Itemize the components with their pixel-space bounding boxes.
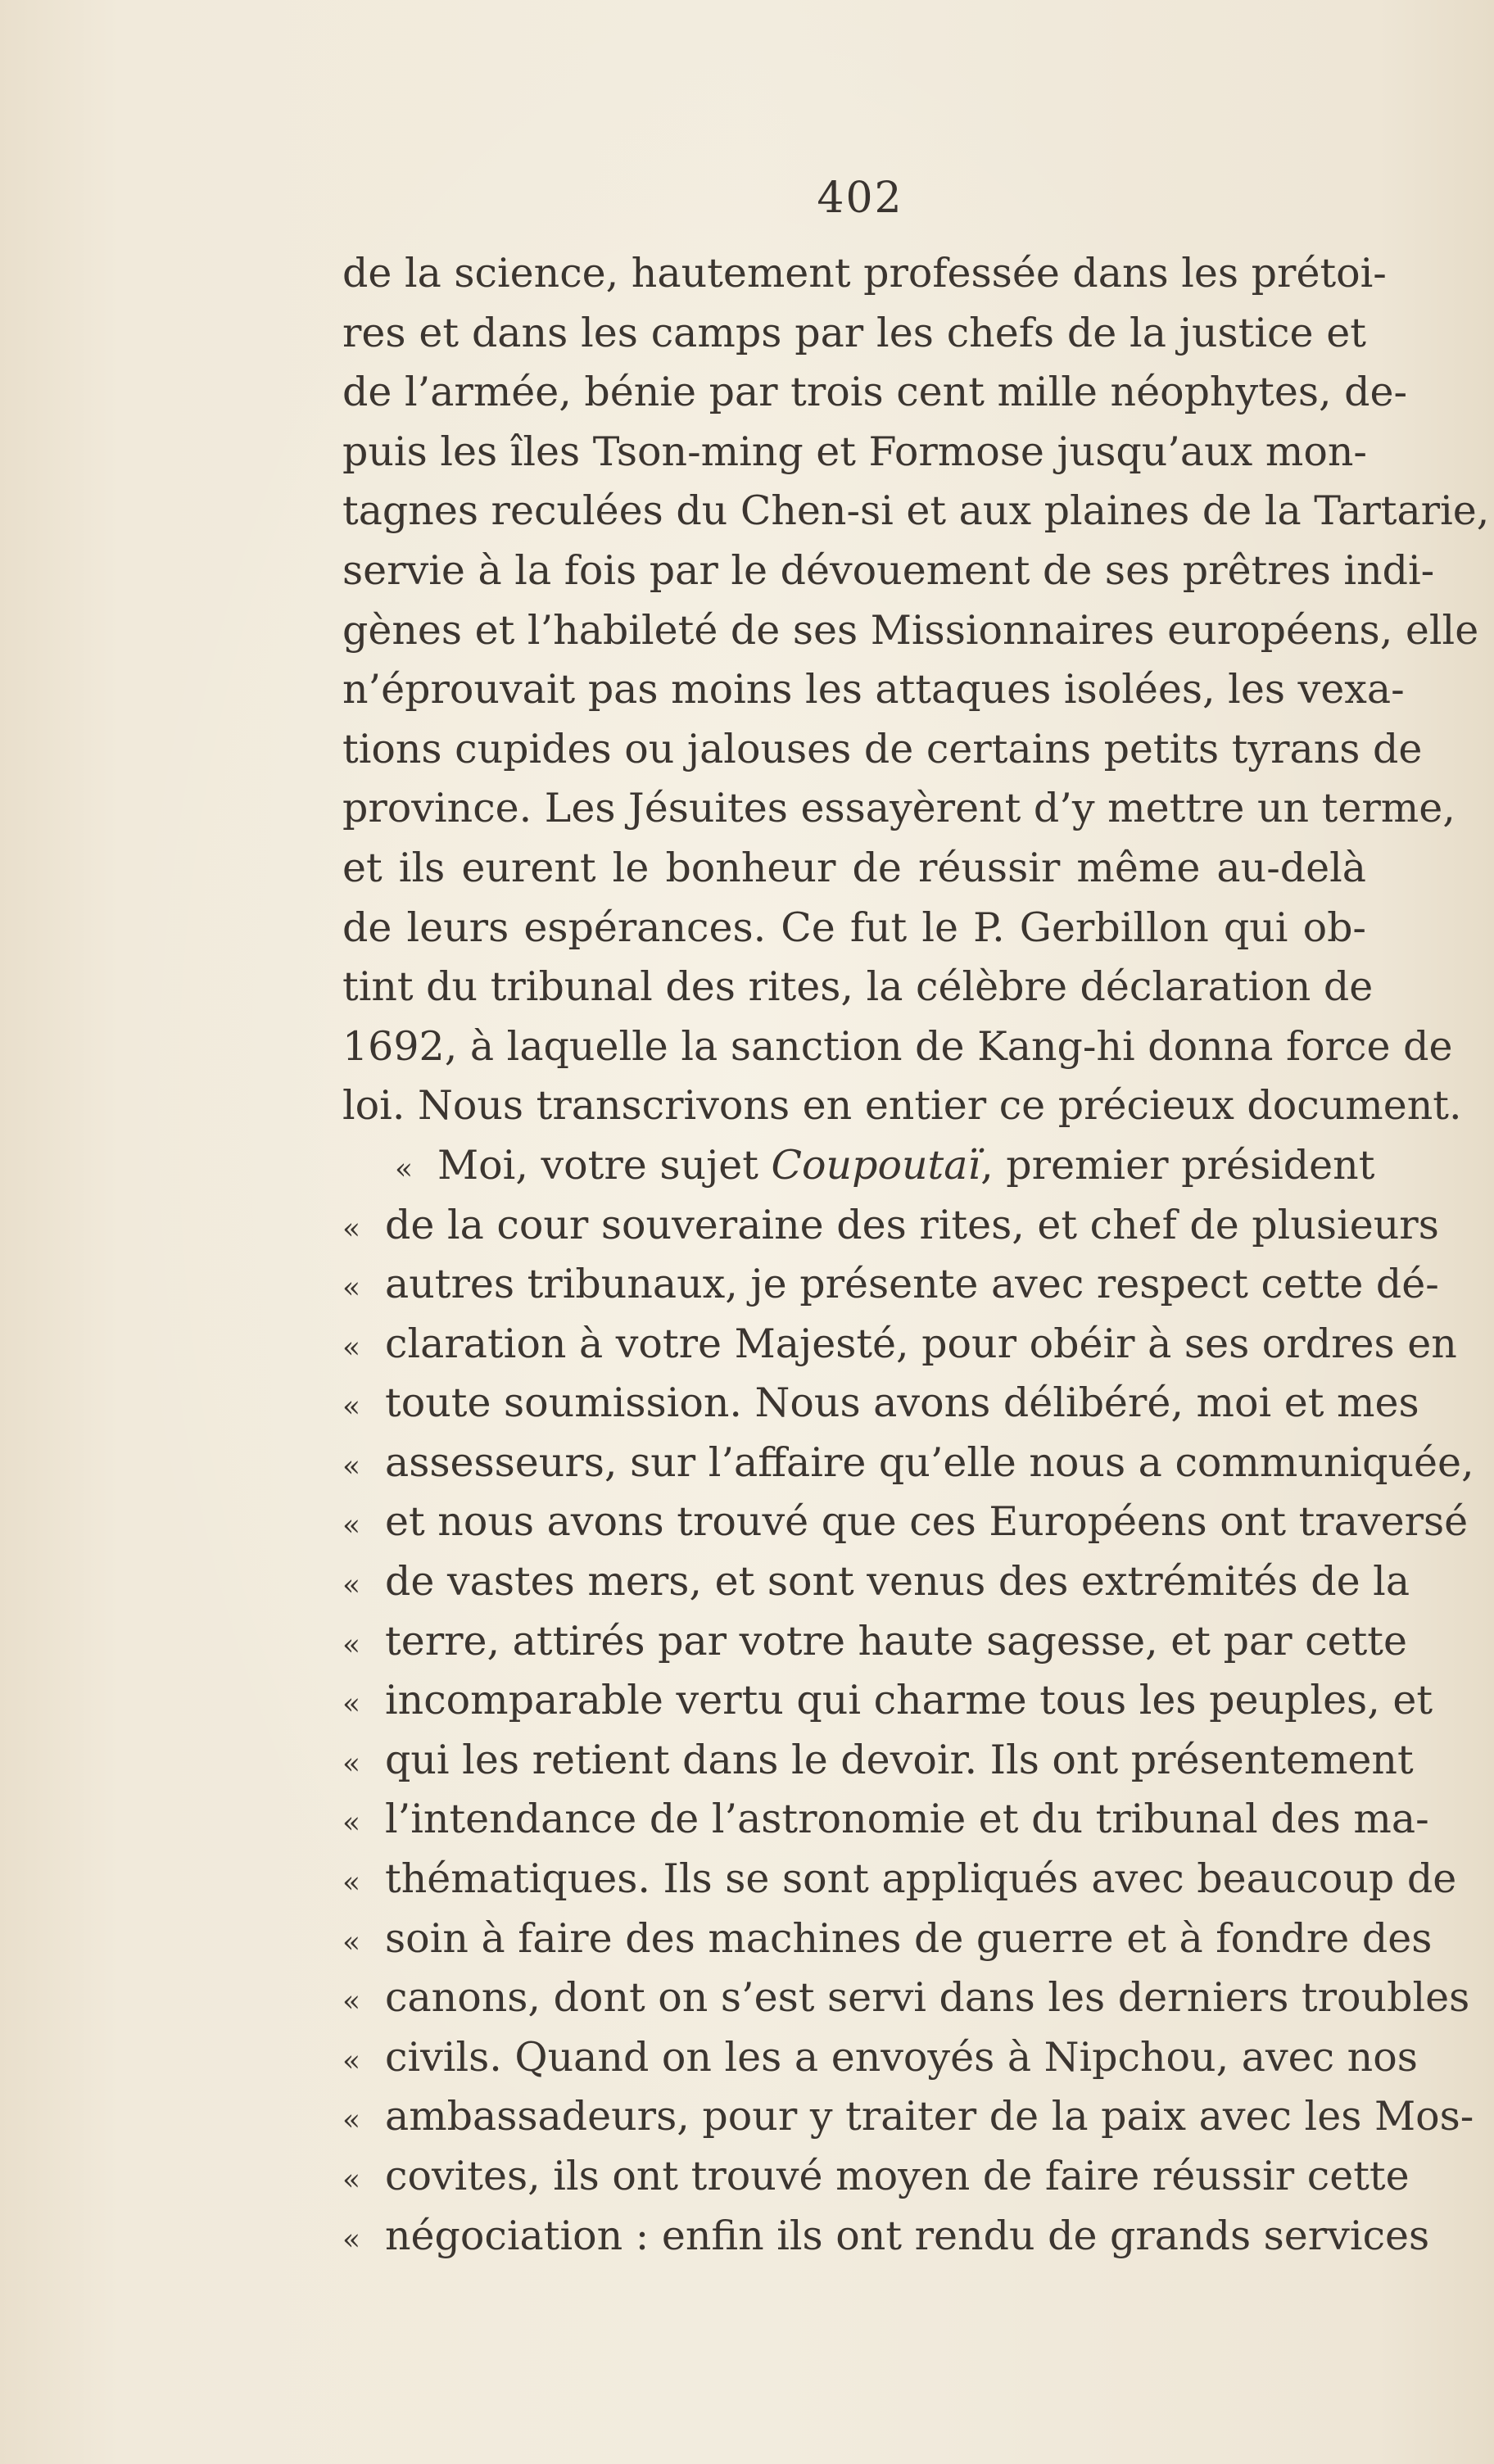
quote-mark: « — [342, 1449, 361, 1483]
text-line: de l’armée, bénie par trois cent mille néophytes, de- — [342, 369, 1408, 416]
quote-text: de vastes mers, et sont venus des extrémités de la — [385, 1558, 1410, 1606]
quote-text-segment: Moi, votre sujet — [437, 1141, 772, 1189]
text-line: de la science, hautement professée dans les prétoi- — [342, 250, 1387, 297]
text-line: n’éprouvait pas moins les attaques isolées, les vexa- — [342, 666, 1405, 713]
quote-mark: « — [342, 1509, 361, 1543]
quote-text: canons, dont on s’est servi dans les derniers troubles — [385, 1974, 1470, 2022]
quote-mark: « — [395, 1152, 414, 1186]
text-line: res et dans les camps par les chefs de la justice et — [342, 309, 1366, 356]
quote-mark: « — [342, 2104, 361, 2138]
text-line: et ils eurent le bonheur de réussir même au-delà — [342, 844, 1366, 891]
quote-line — [342, 1790, 1429, 1850]
quote-line — [342, 1374, 1419, 1434]
quote-line — [342, 2028, 1418, 2088]
quote-text: incomparable vertu qui charme tous les peuples, et — [385, 1677, 1433, 1724]
quote-line — [342, 1434, 1474, 1493]
quote-line — [342, 2087, 1474, 2147]
quote-text: l’intendance de l’astronomie et du tribunal des ma- — [385, 1796, 1429, 1843]
quote-text: civils. Quand on les a envoyés à Nipchou, avec nos — [385, 2033, 1418, 2081]
quote-line — [342, 1612, 1407, 1672]
text-line: province. Les Jésuites essayèrent d’y mettre un terme, — [342, 785, 1456, 832]
text-line: loi. Nous transcrivons en entier ce précieux document. — [342, 1082, 1462, 1130]
quote-line — [342, 2207, 1430, 2267]
quote-text: et nous avons trouvé que ces Européens ont traversé — [385, 1498, 1469, 1546]
quote-text: négociation : enfin ils ont rendu de grands services — [385, 2212, 1430, 2259]
text-line: 1692, à laquelle la sanction de Kang-hi donna force de — [342, 1022, 1453, 1070]
quote-line — [342, 1136, 1375, 1196]
quote-text: ambassadeurs, pour y traiter de la paix avec les Mos- — [385, 2093, 1474, 2140]
quote-mark: « — [342, 1390, 361, 1424]
quote-line — [342, 1492, 1469, 1552]
quote-mark: « — [342, 1806, 361, 1841]
person-name: Coupoutaï — [771, 1141, 981, 1189]
quote-line — [342, 2147, 1410, 2207]
quote-line — [342, 1850, 1457, 1909]
quote-mark: « — [342, 1866, 361, 1900]
quote-text — [437, 1136, 1374, 1196]
quote-text: assesseurs, sur l’affaire qu’elle nous a communiquée, — [385, 1438, 1474, 1486]
quote-text: claration à votre Majesté, pour obéir à ses ordres en — [385, 1320, 1457, 1367]
quote-line — [342, 1255, 1439, 1315]
quote-mark: « — [342, 1271, 361, 1306]
quote-text: toute soumission. Nous avons délibéré, moi et mes — [385, 1379, 1419, 1427]
quote-mark: « — [342, 1687, 361, 1722]
quote-mark: « — [342, 1985, 361, 2019]
quote-text: terre, attirés par votre haute sagesse, et par cette — [385, 1617, 1407, 1665]
text-line: tint du tribunal des rites, la célèbre déclaration de — [342, 963, 1374, 1011]
quote-text: thématiques. Ils se sont appliqués avec beaucoup de — [385, 1855, 1457, 1903]
page-number: 402 — [817, 174, 903, 223]
quote-mark: « — [342, 1212, 361, 1246]
quote-line — [342, 1968, 1470, 2028]
quote-mark: « — [342, 1330, 361, 1365]
quote-text: de la cour souveraine des rites, et chef de plusieurs — [385, 1201, 1439, 1248]
quote-mark: « — [342, 1746, 361, 1781]
text-line: servie à la fois par le dévouement de ses prêtres indi- — [342, 546, 1435, 594]
quote-mark: « — [342, 1925, 361, 1959]
quote-text: covites, ils ont trouvé moyen de faire réussir cette — [385, 2153, 1410, 2199]
quote-line — [342, 1731, 1414, 1791]
text-line: de leurs espérances. Ce fut le P. Gerbillon qui ob- — [342, 904, 1366, 951]
quote-mark: « — [342, 1628, 361, 1662]
quote-text-segment: , premier président — [980, 1141, 1375, 1189]
quote-line — [342, 1315, 1457, 1375]
quote-line — [342, 1196, 1439, 1256]
text-line: tagnes reculées du Chen-si et aux plaines de la Tartarie, — [342, 487, 1490, 535]
quote-mark: « — [342, 2044, 361, 2078]
text-line: tions cupides ou jalouses de certains petits tyrans de — [342, 725, 1423, 772]
quote-text: autres tribunaux, je présente avec respect cette dé- — [385, 1261, 1439, 1308]
text-line: gènes et l’habileté de ses Missionnaires européens, elle — [342, 606, 1479, 654]
text-line: puis les îles Tson-ming et Formose jusqu’aux mon- — [342, 428, 1367, 475]
quote-line — [342, 1909, 1433, 1969]
quote-line — [342, 1552, 1410, 1612]
quote-mark: « — [342, 1569, 361, 1603]
quote-mark: « — [342, 2222, 361, 2257]
text-block — [342, 244, 1490, 2266]
quote-mark: « — [342, 2163, 361, 2197]
quote-text: soin à faire des machines de guerre et à fondre des — [385, 1914, 1433, 1962]
quote-text: qui les retient dans le devoir. Ils ont présentement — [385, 1736, 1414, 1783]
quote-line — [342, 1671, 1433, 1731]
